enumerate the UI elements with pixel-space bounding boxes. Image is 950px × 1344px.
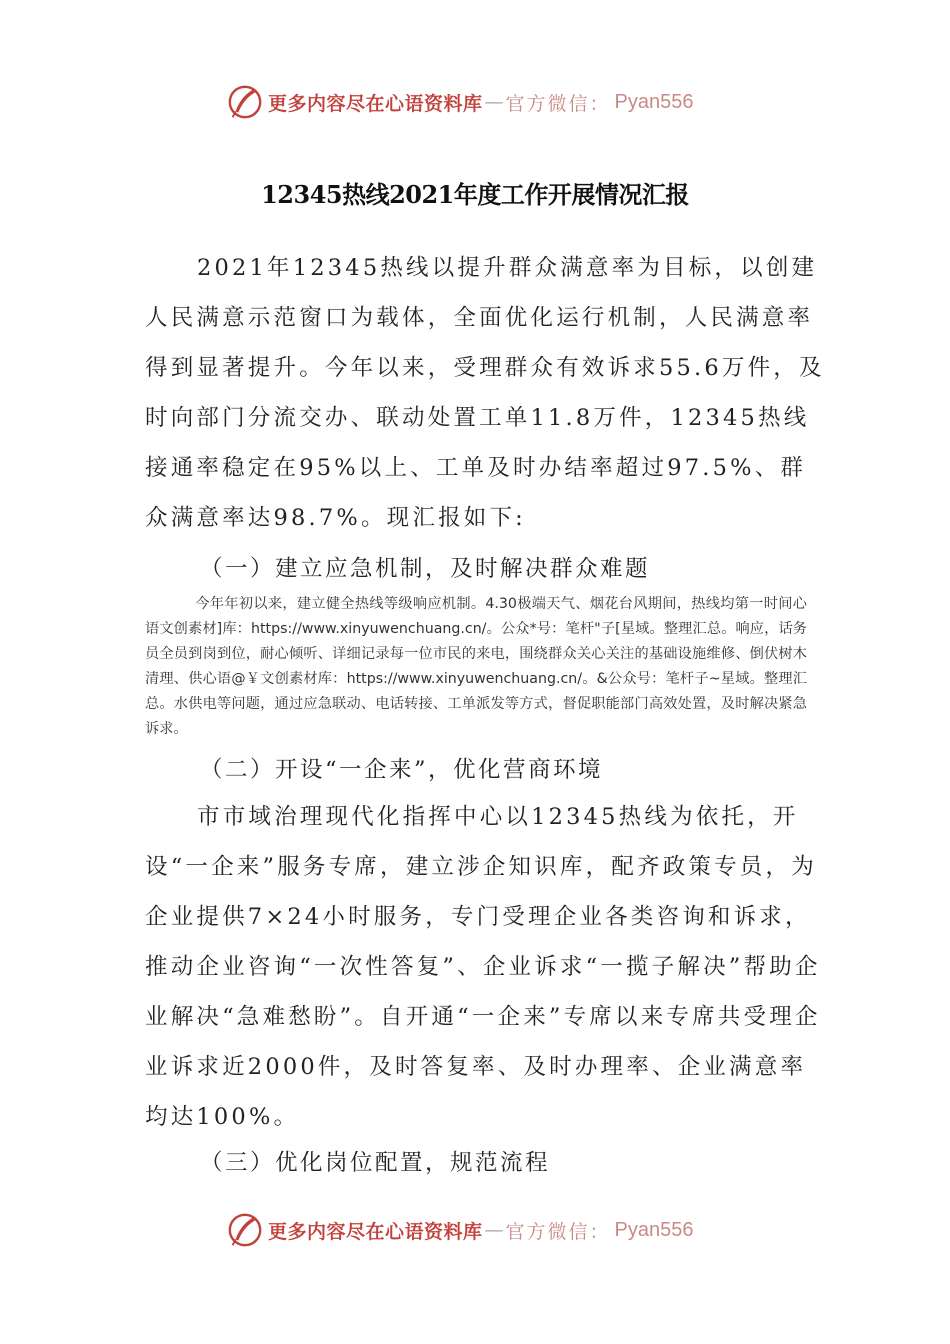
watermark-sub-text: 官方微信： xyxy=(505,92,611,115)
quill-logo-icon xyxy=(226,83,264,121)
section2-paragraph xyxy=(145,792,825,1142)
section1-heading: （一）建立应急机制，及时解决群众难题 xyxy=(200,556,651,582)
section2-heading: （二）开设“一企来”，优化营商环境 xyxy=(200,757,604,783)
quill-logo-icon xyxy=(226,1211,264,1249)
intro-paragraph xyxy=(145,243,825,543)
watermark-wechat-id: Pyan556 xyxy=(614,90,694,113)
watermark-sub-text: 官方微信： xyxy=(505,1220,611,1243)
watermark-separator: — xyxy=(484,1219,504,1241)
intro-text: 2021年12345热线以提升群众满意率为目标，以创建人民满意示范窗口为载体，全面优化运行机制，人民满意率得到显著提升。今年以来，受理群众有效诉求55.6万件，及时向部门分流交办、联动处置工单11.8万件，12345热线接通率稳定在95%以上、工单及时办结率超过97.5%、群众满意率达98.7%。现汇报如下: xyxy=(145,255,825,531)
watermark-main-text: 更多内容尽在心语资料库 xyxy=(268,1220,483,1243)
section2-text: 市市域治理现代化指挥中心以12345热线为依托，开设“一企来”服务专席，建立涉企知识库，配齐政策专员，为企业提供7×24小时服务，专门受理企业各类咨询和诉求，推动企业咨询“一次性答复”、企业诉求“一揽子解决”帮助企业解决“急难愁盼”。自开通“一企来”专席以来专席共受理企业诉求近2000件，及时答复率、及时办理率、企业满意率均达100%。 xyxy=(145,804,821,1130)
section3-heading: （三）优化岗位配置，规范流程 xyxy=(200,1150,551,1176)
section1-body xyxy=(145,592,807,742)
watermark-separator: — xyxy=(484,91,504,113)
watermark-banner-top xyxy=(0,82,950,122)
watermark-main-text: 更多内容尽在心语资料库 xyxy=(268,92,483,115)
document-title: 12345热线2021年度工作开展情况汇报 xyxy=(261,180,689,209)
section1-text: 今年年初以来，建立健全热线等级响应机制。4.30极端天气、烟花台风期间，热线均第一时间心语文创素材]库：https://www.xinyuwenchuang.cn/。公众*号：笔杆"子[星域。整理汇总。响应，话务员全员到岗到位，耐心倾听、详细记录每一位市民的来电，围绕群众关心关注的基础设施维修、倒伏树木清理、供心语@￥文创素材库：https://www.xinyuwenchuang.cn/。&公众号：笔杆子~星域。整理汇总。水供电等问题，通过应急联动、电话转接、工单派发等方式，督促职能部门高效处置，及时解决紧急诉求。 xyxy=(145,596,807,737)
watermark-banner-bottom xyxy=(0,1210,950,1250)
watermark-wechat-id: Pyan556 xyxy=(614,1218,694,1241)
